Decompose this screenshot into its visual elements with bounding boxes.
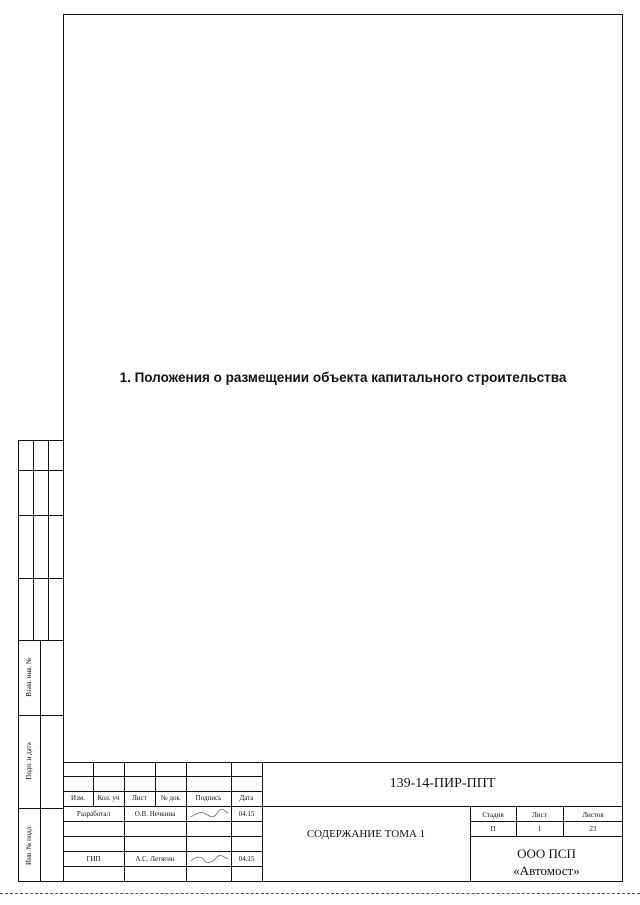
label-listov: Листов (582, 811, 604, 819)
stage-row-line (470, 836, 623, 837)
date-gip: 04.15 (238, 855, 255, 863)
value-list: 1 (537, 825, 542, 833)
header-data: Дата (239, 794, 254, 802)
grid-row-line (63, 851, 262, 852)
grid-row-line (63, 806, 262, 807)
signature-razrabotal (188, 808, 230, 820)
organization-line1: ООО ПСП (517, 846, 576, 861)
header-izm: Изм. (71, 794, 85, 802)
grid-col-line (231, 762, 232, 882)
side-strip-row-line (18, 515, 63, 516)
grid-row-line (63, 821, 262, 822)
label-list: Лист (532, 811, 547, 819)
document-code: 139-14-ПИР-ППТ (389, 776, 496, 791)
header-kol: Кол. уч (97, 794, 120, 802)
page-heading: 1. Положения о размещении объекта капитального строительства (119, 370, 567, 385)
header-ndok: № док (161, 794, 180, 802)
grid-col-line (186, 762, 187, 882)
date-razrabotal: 04.15 (238, 810, 255, 818)
side-strip-row-line (18, 470, 63, 471)
grid-row-line (63, 866, 262, 867)
header-list: Лист (132, 794, 147, 802)
value-stadiya: П (490, 825, 496, 833)
value-listov: 23 (589, 825, 597, 833)
side-strip-row-line (18, 715, 63, 716)
drawing-frame (63, 14, 623, 882)
titleblock-code-line (262, 806, 623, 807)
sheet-title: СОДЕРЖАНИЕ ТОМА 1 (306, 828, 426, 840)
grid-col-line (124, 762, 125, 882)
side-strip-divider (40, 640, 41, 882)
label-inv-podl: Инв. № подл. (25, 825, 33, 865)
name-gip: А.С. Летягин (135, 855, 175, 863)
header-podpis: Подпись (195, 794, 222, 802)
name-razrabotal: О.В. Нечкина (134, 810, 176, 818)
role-razrabotal: Разработал (76, 810, 111, 818)
label-stadiya: Стадия (482, 811, 504, 819)
organization-line2: «Автомост» (513, 863, 580, 878)
grid-row-line (63, 836, 262, 837)
stage-row-line (470, 821, 623, 822)
label-podp-data: Подп. и дата (25, 742, 33, 780)
signature-gip (188, 853, 230, 865)
label-vzam-inv: Взам. инв. № (25, 657, 33, 697)
titleblock-top-line (63, 762, 623, 763)
side-strip-row-line (18, 578, 63, 579)
role-gip: ГИП (86, 855, 101, 863)
cut-line (0, 893, 640, 894)
